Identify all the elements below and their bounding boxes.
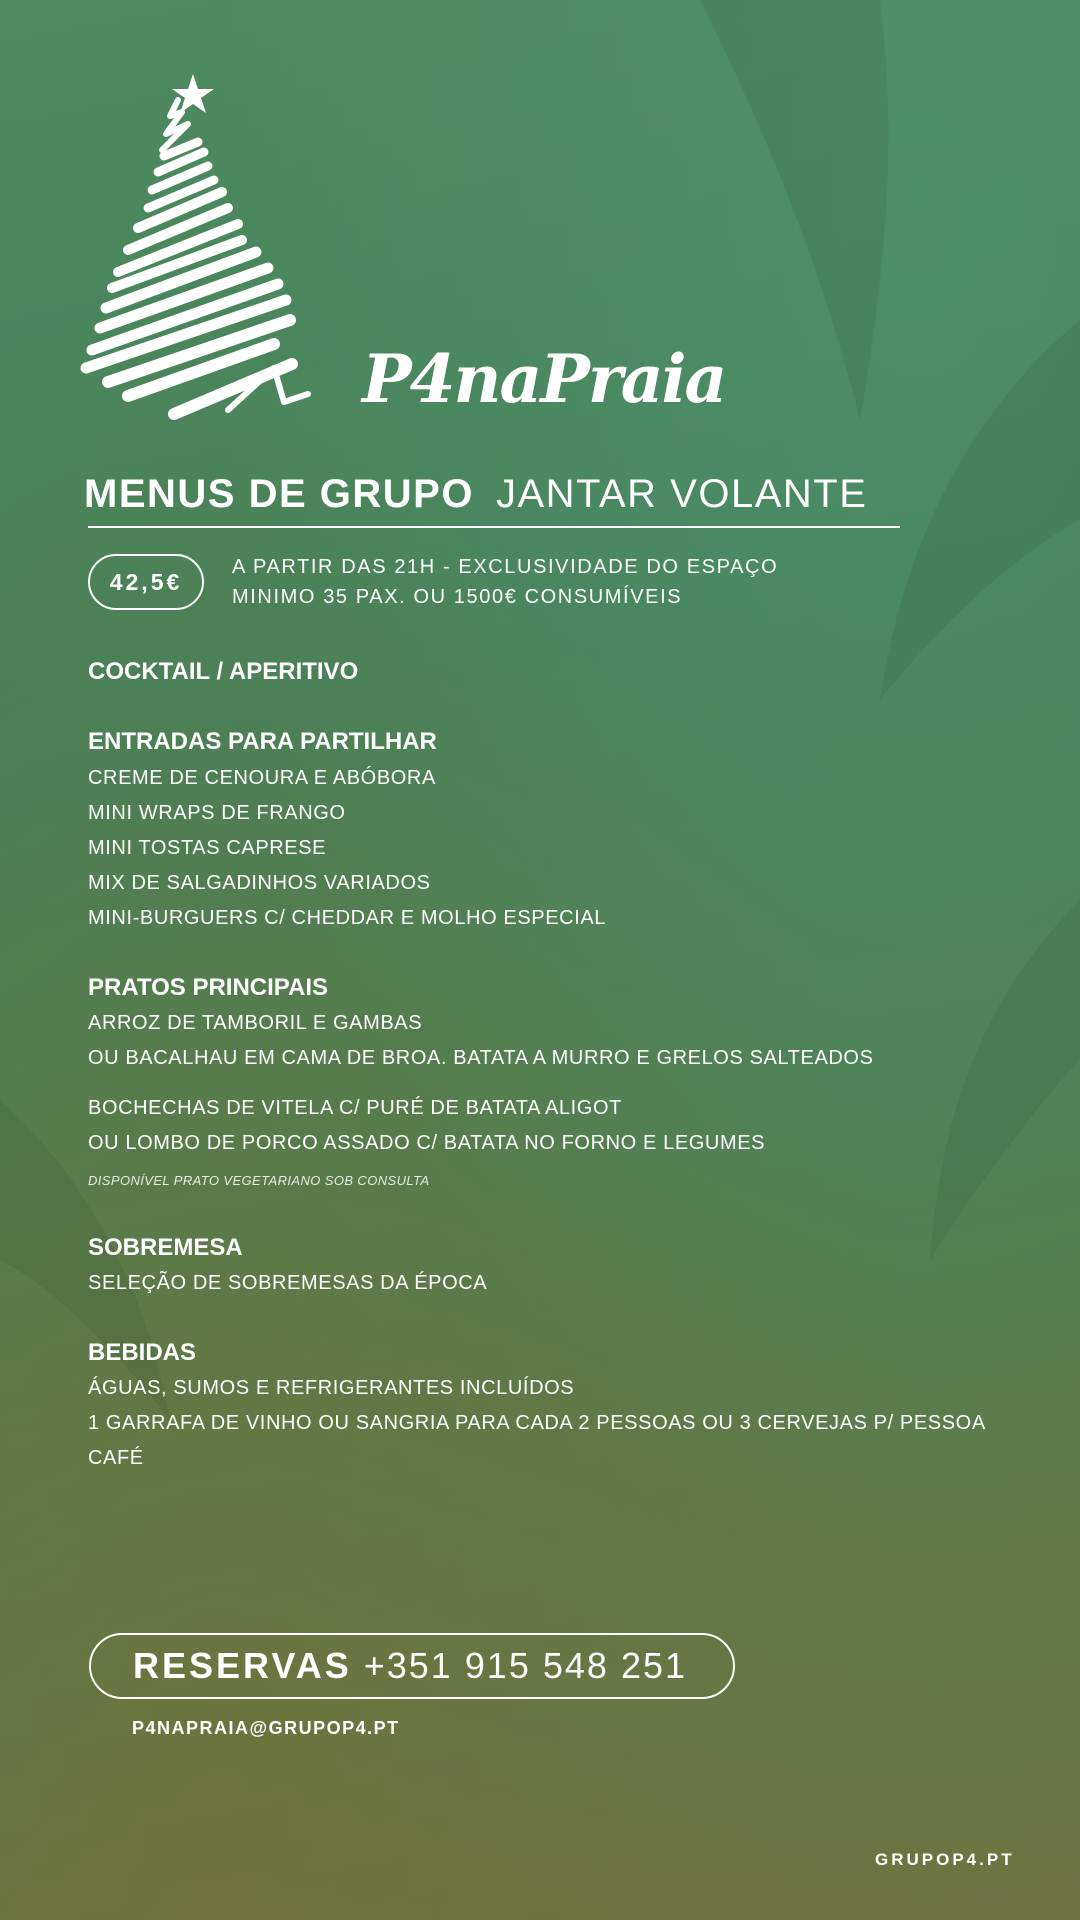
menu-item: CAFÉ <box>88 1447 144 1469</box>
menu-item: MINI TOSTAS CAPRESE <box>88 837 327 859</box>
section-title-bebidas: BEBIDAS <box>88 1339 197 1366</box>
menu-item: MIX DE SALGADINHOS VARIADOS <box>88 872 431 894</box>
reservations-label: RESERVAS <box>133 1645 352 1686</box>
menu-item: OU BACALHAU EM CAMA DE BROA. BATATA A MURRO E GRELOS SALTEADOS <box>88 1047 874 1069</box>
conditions-line-2: MINIMO 35 PAX. OU 1500€ CONSUMÍVEIS <box>232 586 683 608</box>
conditions-line-1: A PARTIR DAS 21H - EXCLUSIVIDADE DO ESPAÇO <box>232 556 779 578</box>
menu-item: MINI WRAPS DE FRANGO <box>88 802 346 824</box>
menu-item: CREME DE CENOURA E ABÓBORA <box>88 767 436 789</box>
price-badge: 42,5€ <box>88 554 204 610</box>
menu-item: ÁGUAS, SUMOS E REFRIGERANTES INCLUÍDOS <box>88 1377 575 1399</box>
section-title-entradas: ENTRADAS PARA PARTILHAR <box>88 728 437 755</box>
reservations-phone[interactable]: +351 915 548 251 <box>363 1645 688 1686</box>
menu-item: BOCHECHAS DE VITELA C/ PURÉ DE BATATA ALIGOT <box>88 1097 622 1119</box>
reservations-email-link[interactable]: P4NAPRAIA@GRUPOP4.PT <box>132 1718 400 1738</box>
menu-item: MINI-BURGUERS C/ CHEDDAR E MOLHO ESPECIAL <box>88 907 607 929</box>
menu-item: SELEÇÃO DE SOBREMESAS DA ÉPOCA <box>88 1272 488 1294</box>
star-icon <box>172 74 214 113</box>
menu-item: ARROZ DE TAMBORIL E GAMBAS <box>88 1012 423 1034</box>
christmas-tree-icon <box>78 72 324 432</box>
section-title-sobremesa: SOBREMESA <box>88 1234 243 1261</box>
section-title-cocktail: COCKTAIL / APERITIVO <box>88 658 359 685</box>
brand-logotype: P4naPraia <box>362 340 726 418</box>
header-divider <box>88 526 900 528</box>
reservations-button[interactable] <box>89 1633 735 1699</box>
menu-conditions <box>232 552 778 612</box>
menu-item: 1 GARRAFA DE VINHO OU SANGRIA PARA CADA 2 PESSOAS OU 3 CERVEJAS P/ PESSOA <box>88 1412 986 1434</box>
section-title-pratos: PRATOS PRINCIPAIS <box>88 974 329 1001</box>
vegetarian-note: DISPONÍVEL PRATO VEGETARIANO SOB CONSULTA <box>88 1173 430 1188</box>
website-link[interactable]: GRUPOP4.PT <box>875 1850 1015 1869</box>
menu-title-light: JANTAR VOLANTE <box>495 472 868 516</box>
menu-title-bold: MENUS DE GRUPO <box>84 472 474 516</box>
menu-header <box>84 472 867 517</box>
menu-item: OU LOMBO DE PORCO ASSADO C/ BATATA NO FORNO E LEGUMES <box>88 1132 766 1154</box>
